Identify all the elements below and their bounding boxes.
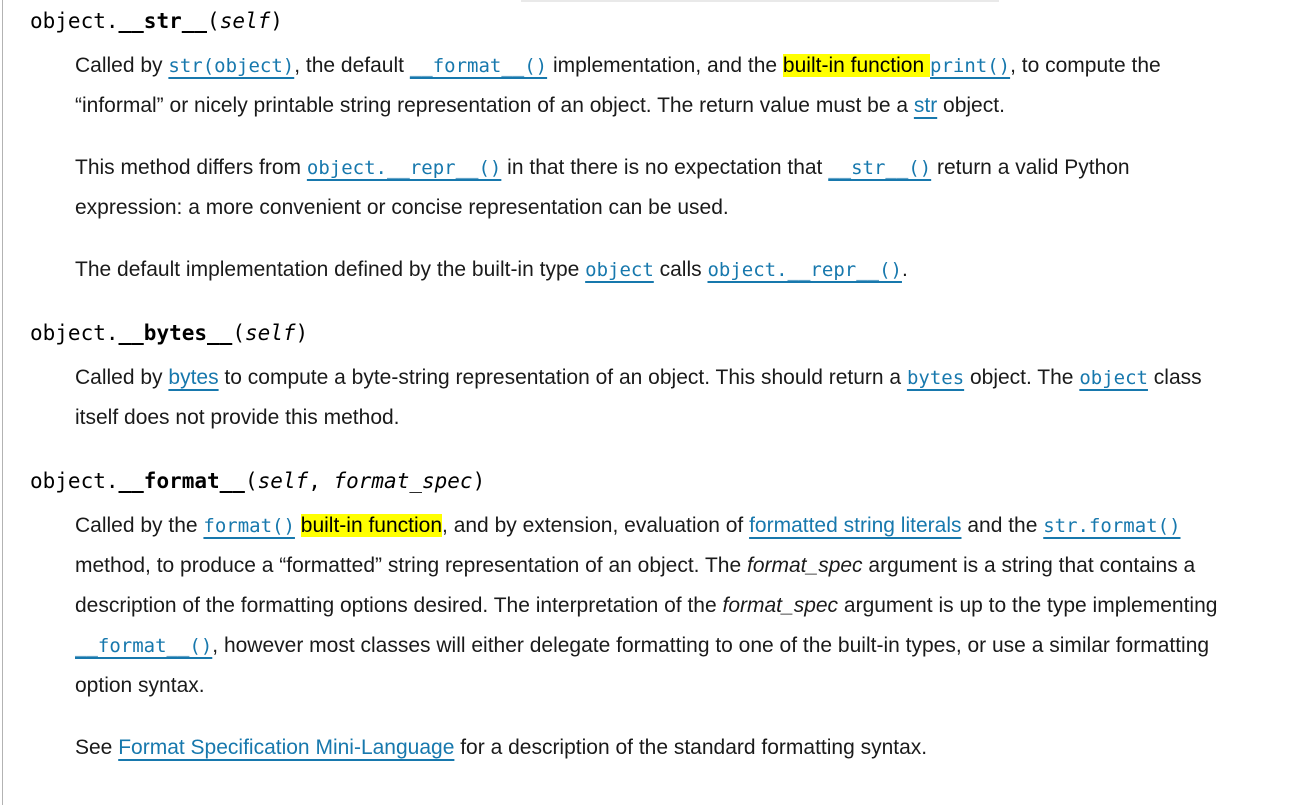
text-run: method, to produce a “formatted” string representation of an object. The	[75, 554, 747, 577]
signature-parameter: self	[219, 9, 271, 33]
text-link[interactable]: formatted string literals	[749, 514, 962, 537]
text-run: , to compute the “informal” or nicely printable string representation of an object. The return value must be a	[75, 54, 1161, 117]
search-highlight: built-in function	[782, 54, 931, 77]
text-run: for a description of the standard formatting syntax.	[454, 736, 928, 759]
entry-object-format	[30, 464, 1276, 768]
paragraph	[75, 728, 1227, 768]
method-signature-bytes	[30, 316, 1276, 350]
text-run: class itself does not provide this method.	[75, 366, 1202, 429]
paragraph	[75, 358, 1227, 438]
text-run: Called by the	[75, 514, 204, 537]
text-run: See	[75, 736, 119, 759]
code-link[interactable]: object.__repr__()	[707, 259, 902, 281]
code-link[interactable]: str(object)	[168, 55, 295, 77]
method-signature-str	[30, 4, 1276, 38]
signature-method-name: __str__	[118, 9, 208, 33]
emphasis-text: format_spec	[747, 554, 863, 577]
code-link[interactable]: str.format()	[1043, 515, 1181, 537]
code-link[interactable]: __str__()	[828, 157, 932, 179]
signature-punctuation: ,	[308, 469, 334, 493]
text-run: argument is up to the type implementing	[838, 594, 1218, 617]
method-description-str	[75, 46, 1227, 290]
entry-object-bytes	[30, 316, 1276, 438]
entry-object-str	[30, 4, 1276, 290]
text-link[interactable]: Format Specification Mini-Language	[118, 736, 455, 759]
text-run: calls	[653, 258, 708, 281]
text-run: , however most classes will either delegate formatting to one of the built-in types, or use a similar formatting option syntax.	[75, 634, 1210, 697]
method-signature-format	[30, 464, 1276, 498]
text-run: This method differs from	[75, 156, 307, 179]
text-run: Called by	[75, 366, 169, 389]
search-highlight: built-in function	[300, 514, 443, 537]
code-link[interactable]: object.__repr__()	[306, 157, 502, 179]
code-link[interactable]: __format__()	[409, 55, 548, 77]
emphasis-text: format_spec	[722, 594, 839, 617]
text-run: Called by	[75, 54, 169, 77]
paragraph	[75, 46, 1227, 126]
text-run: to compute a byte-string representation of an object. This should return a	[218, 366, 907, 389]
signature-punctuation: )	[295, 321, 309, 345]
text-run: , and by extension, evaluation of	[442, 514, 750, 537]
text-run: .	[901, 258, 908, 281]
paragraph	[75, 506, 1227, 706]
code-link[interactable]: __format__()	[75, 635, 213, 657]
signature-punctuation: object.	[30, 321, 119, 345]
signature-punctuation: )	[472, 469, 486, 493]
code-link[interactable]: print()	[930, 55, 1011, 77]
method-description-format	[75, 506, 1227, 768]
code-link[interactable]: format()	[203, 515, 295, 537]
method-description-bytes	[75, 358, 1227, 438]
signature-punctuation: (	[232, 321, 245, 345]
text-run: argument is a string that contains a description of the formatting options desired. The interpretation of the	[75, 554, 1196, 617]
text-run: object. The	[964, 366, 1080, 389]
text-link[interactable]: str	[913, 94, 938, 117]
signature-parameter: self	[257, 469, 309, 493]
signature-punctuation: )	[270, 9, 283, 33]
code-link[interactable]: object	[1079, 367, 1148, 389]
signature-punctuation: object.	[30, 469, 119, 493]
text-run: The default implementation defined by the built-in type	[75, 258, 586, 281]
signature-method-name: __bytes__	[118, 321, 233, 345]
paragraph	[75, 250, 1227, 290]
signature-method-name: __format__	[118, 469, 245, 493]
text-run: implementation, and the	[547, 54, 783, 77]
text-run: in that there is no expectation that	[501, 156, 829, 179]
signature-parameter: self	[244, 321, 296, 345]
signature-parameter: format_spec	[333, 469, 473, 493]
text-run: object.	[937, 94, 1005, 117]
paragraph	[75, 148, 1227, 228]
text-run: return a valid Python expression: a more convenient or concise representation can be used.	[75, 156, 1130, 219]
signature-punctuation: (	[207, 9, 220, 33]
text-run: and the	[961, 514, 1044, 537]
text-link[interactable]: bytes	[168, 366, 219, 389]
signature-punctuation: (	[244, 469, 258, 493]
text-run	[295, 514, 301, 537]
code-link[interactable]: object	[585, 259, 654, 281]
text-run: , the default	[294, 54, 410, 77]
code-link[interactable]: bytes	[906, 367, 965, 389]
signature-punctuation: object.	[30, 9, 119, 33]
